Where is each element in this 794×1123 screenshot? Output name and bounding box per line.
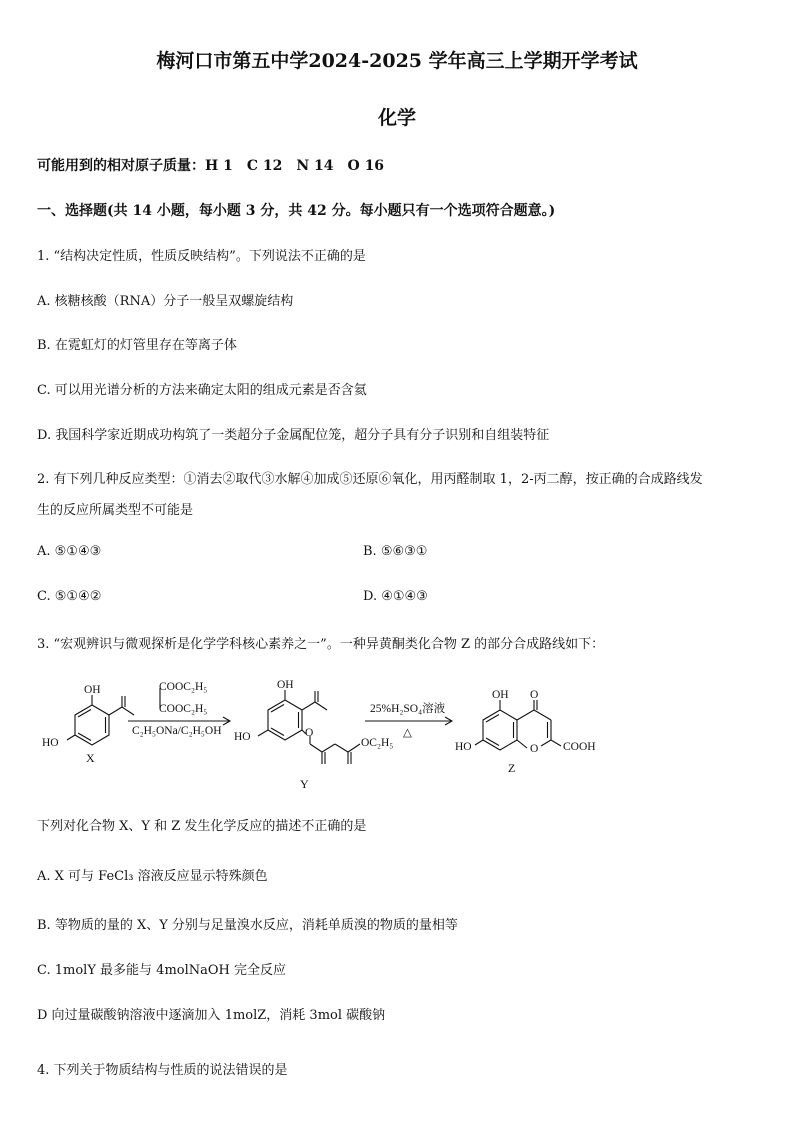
q3-stem: 3. “宏观辨识与微观探析是化学学科核心素养之一”。一种异黄酮类化合物 Z 的部分合成路线如下： [37, 637, 605, 652]
reagent-ester-top: COOC₂H₅ [159, 681, 208, 693]
q1-option-b: B. 在霓虹灯的灯管里存在等离子体 [37, 338, 237, 353]
q3-lead: 下列对化合物 X、Y 和 Z 发生化学反应的描述不正确的是 [37, 819, 367, 834]
q3-option-d: D 向过量碳酸钠溶液中逐滴加入 1molZ，消耗 3mol 碳酸钠 [37, 1008, 386, 1023]
y-ether-o-label: O [305, 727, 314, 739]
z-keto-o-label: O [530, 689, 539, 701]
q3-option-b: B. 等物质的量的 X、Y 分别与足量溴水反应，消耗单质溴的物质的量相等 [37, 918, 458, 933]
q2-stem-line2: 生的反应所属类型不可能是 [37, 503, 194, 518]
y-oh-label: OH [277, 679, 294, 691]
y-ho-label: HO [234, 731, 251, 743]
atomic-masses: 可能用到的相对原子质量：H 1 C 12 N 14 O 16 [37, 158, 385, 174]
x-ho-label: HO [42, 737, 59, 749]
z-ring-o-label: O [530, 743, 539, 755]
q1-stem: 1. “结构决定性质，性质反映结构”。下列说法不正确的是 [37, 249, 366, 264]
x-benzene-ring [75, 705, 109, 745]
z-benzene-ring [483, 710, 517, 750]
subject-title: 化学 [377, 107, 416, 129]
reaction-condition-1: C₂H₅ONa/C₂H₅OH [132, 725, 222, 737]
z-cooh-label: COOH [563, 741, 596, 753]
page-title: 梅河口市第五中学2024-2025 学年高三上学期开学考试 [156, 50, 638, 72]
z-oh-label: OH [492, 689, 509, 701]
reaction-scheme [30, 676, 600, 801]
q3-option-a: A. X 可与 FeCl₃ 溶液反应显示特殊颜色 [37, 869, 268, 884]
q1-option-c: C. 可以用光谱分析的方法来确定太阳的组成元素是否含氦 [37, 383, 367, 398]
reagent-ester-bottom: COOC₂H₅ [159, 703, 208, 715]
x-oh-label: OH [84, 684, 101, 696]
q2-stem-line1: 2. 有下列几种反应类型：①消去②取代③水解④加成⑤还原⑥氧化，用丙醛制取 1，2-丙二醇，按正确的合成路线发 [37, 472, 703, 487]
q1-option-a: A. 核糖核酸（RNA）分子一般呈双螺旋结构 [37, 294, 294, 309]
q2-option-c: C. ⑤①④② [37, 589, 102, 604]
q2-option-a: A. ⑤①④③ [37, 544, 102, 559]
y-benzene-ring [268, 700, 302, 740]
x-compound-label: X [86, 751, 95, 765]
q3-option-c: C. 1molY 最多能与 4molNaOH 完全反应 [37, 963, 287, 978]
y-compound-label: Y [300, 777, 309, 791]
z-ho-label: HO [455, 741, 472, 753]
q1-option-d: D. 我国科学家近期成功构筑了一类超分子金属配位笼，超分子具有分子识别和自组装特征 [37, 428, 550, 443]
q2-option-b: B. ⑤⑥③① [363, 544, 428, 559]
q4-stem: 4. 下列关于物质结构与性质的说法错误的是 [37, 1063, 288, 1078]
y-oet-label: OC₂H₅ [361, 737, 394, 749]
q2-option-d: D. ④①④③ [363, 589, 428, 604]
reaction-condition-2: 25%H₂SO₄溶液 [370, 703, 446, 715]
z-compound-label: Z [508, 761, 516, 775]
heat-symbol: △ [403, 727, 412, 739]
section-heading: 一、选择题(共 14 小题，每小题 3 分，共 42 分。每小题只有一个选项符合题意。) [37, 203, 556, 219]
